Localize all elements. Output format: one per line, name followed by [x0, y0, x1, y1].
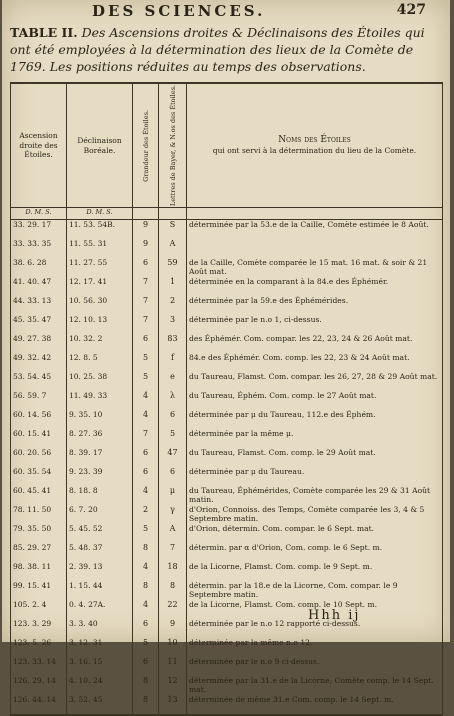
- noms-cell: déterminée par la 31.e de la Licorne, Comète comp. le 14 Sept. mat.: [187, 676, 443, 695]
- lettre-cell: γ: [159, 505, 187, 524]
- lettre-cell: 1: [159, 277, 187, 296]
- declinaison-cell: 1. 15. 44: [67, 581, 133, 600]
- lettre-cell: 13: [159, 695, 187, 715]
- declinaison-cell: 11. 27. 55: [67, 258, 133, 277]
- table-row: [11, 429, 443, 448]
- lettre-cell: 6: [159, 467, 187, 486]
- grandeur-cell: 8: [133, 676, 159, 695]
- ascension-cell: 126. 29. 14: [11, 676, 67, 695]
- noms-cell: déterminée de même 31.e Com. comp. le 14 Sept. m.: [187, 695, 443, 715]
- ascension-cell: 99. 15. 41: [11, 581, 67, 600]
- table-row: [11, 505, 443, 524]
- noms-cell: déterminée par μ du Taureau.: [187, 467, 443, 486]
- header-noms: [187, 83, 443, 208]
- ascension-cell: 123. 5. 26: [11, 638, 67, 657]
- table-row: [11, 239, 443, 258]
- noms-cell: déterminée par le n.o 12 rapporté ci-dessus.: [187, 619, 443, 638]
- header-ascension: Ascension droite des Étoiles.: [11, 83, 67, 208]
- table-row: [11, 581, 443, 600]
- declinaison-cell: 0. 4. 27A.: [67, 600, 133, 619]
- declinaison-cell: 11. 53. 54B.: [67, 220, 133, 240]
- declinaison-cell: 11. 49. 33: [67, 391, 133, 410]
- noms-cell: des Éphémér. Com. compar. les 22, 23, 24 & 26 Août mat.: [187, 334, 443, 353]
- declinaison-cell: 10. 32. 2: [67, 334, 133, 353]
- table-row: [11, 695, 443, 715]
- grandeur-cell: 4: [133, 600, 159, 619]
- units-empty-3: [187, 208, 443, 220]
- ascension-cell: 105. 2. 4: [11, 600, 67, 619]
- grandeur-cell: 6: [133, 657, 159, 676]
- lettre-cell: 7: [159, 543, 187, 562]
- ascension-cell: 60. 15. 41: [11, 429, 67, 448]
- signature-mark: Hhh ij: [308, 608, 361, 623]
- table-row: [11, 638, 443, 657]
- ascension-cell: 49. 27. 38: [11, 334, 67, 353]
- ascension-cell: 49. 32. 42: [11, 353, 67, 372]
- grandeur-cell: 4: [133, 486, 159, 505]
- lettre-cell: μ: [159, 486, 187, 505]
- table-row: [11, 277, 443, 296]
- ascension-cell: 85. 29. 27: [11, 543, 67, 562]
- grandeur-cell: 5: [133, 524, 159, 543]
- lettre-cell: 11: [159, 657, 187, 676]
- noms-cell: déterminée en la comparant à la 84.e des Éphémér.: [187, 277, 443, 296]
- units-empty-2: [159, 208, 187, 220]
- grandeur-cell: 4: [133, 391, 159, 410]
- grandeur-cell: 7: [133, 315, 159, 334]
- declinaison-cell: 12. 10. 13: [67, 315, 133, 334]
- ascension-cell: 44. 33. 13: [11, 296, 67, 315]
- declinaison-cell: 8. 18. 8: [67, 486, 133, 505]
- lettre-cell: 12: [159, 676, 187, 695]
- table-row: [11, 220, 443, 240]
- grandeur-cell: 7: [133, 429, 159, 448]
- declinaison-cell: 3. 12. 31: [67, 638, 133, 657]
- header-noms-title: Noms des Étoiles: [278, 135, 351, 146]
- header-lettres-cell: [159, 83, 187, 208]
- table-row: [11, 258, 443, 277]
- lettre-cell: 3: [159, 315, 187, 334]
- table-row: [11, 353, 443, 372]
- table-caption-text: Des Ascensions droites & Déclinaisons des Étoiles qui ont été employées à la détermination des lieux de la Comète de 1769. Les positions réduites au temps des observations.: [10, 25, 425, 74]
- lettre-cell: 18: [159, 562, 187, 581]
- header-noms-sub: qui ont servi à la détermination du lieu de la Comète.: [212, 145, 417, 155]
- lettre-cell: 9: [159, 619, 187, 638]
- units-asc: D. M. S.: [11, 208, 67, 220]
- ascension-cell: 33. 29. 17: [11, 220, 67, 240]
- declinaison-cell: 3. 52. 45: [67, 695, 133, 715]
- lettre-cell: 83: [159, 334, 187, 353]
- lettre-cell: S: [159, 220, 187, 240]
- lettre-cell: 2: [159, 296, 187, 315]
- lettre-cell: 10: [159, 638, 187, 657]
- table-row: [11, 410, 443, 429]
- grandeur-cell: 6: [133, 619, 159, 638]
- noms-cell: d'Orion, détermin. Com. compar. le 6 Sept. mat.: [187, 524, 443, 543]
- running-head: [2, 2, 450, 20]
- grandeur-cell: 8: [133, 581, 159, 600]
- running-title: DES SCIENCES.: [92, 2, 266, 20]
- declinaison-cell: 11. 55. 31: [67, 239, 133, 258]
- table-row: [11, 619, 443, 638]
- noms-cell: du Taureau, Éphémérides, Comète comparée les 29 & 31 Août matin.: [187, 486, 443, 505]
- grandeur-cell: 8: [133, 543, 159, 562]
- lettre-cell: 5: [159, 429, 187, 448]
- table-row: [11, 467, 443, 486]
- grandeur-cell: 6: [133, 334, 159, 353]
- grandeur-cell: 6: [133, 448, 159, 467]
- table-row: [11, 448, 443, 467]
- grandeur-cell: 5: [133, 372, 159, 391]
- ascension-cell: 60. 45. 41: [11, 486, 67, 505]
- header-declinaison: Déclinaison Boréale.: [67, 83, 133, 208]
- noms-cell: du Taureau, Flamst. Com. comp. le 29 Août mat.: [187, 448, 443, 467]
- noms-cell: 84.e des Éphémér. Com. comp. les 22, 23 & 24 Août mat.: [187, 353, 443, 372]
- grandeur-cell: 4: [133, 410, 159, 429]
- noms-cell: déterminée par la 53.e de la Caille, Comète estimée le 8 Août.: [187, 220, 443, 240]
- lettre-cell: 6: [159, 410, 187, 429]
- lettre-cell: 59: [159, 258, 187, 277]
- grandeur-cell: 5: [133, 638, 159, 657]
- ascension-cell: 123. 33. 14: [11, 657, 67, 676]
- noms-cell: déterminée par μ du Taureau, 112.e des Éphém.: [187, 410, 443, 429]
- noms-cell: de la Licorne, Flamst. Com. comp. le 10 Sept. m.: [187, 600, 443, 619]
- declinaison-cell: 4. 10. 24: [67, 676, 133, 695]
- grandeur-cell: 7: [133, 277, 159, 296]
- table-row: [11, 600, 443, 619]
- ascension-cell: 41. 40. 47: [11, 277, 67, 296]
- table-row: [11, 543, 443, 562]
- units-empty-1: [133, 208, 159, 220]
- lettre-cell: λ: [159, 391, 187, 410]
- declinaison-cell: 3. 16. 15: [67, 657, 133, 676]
- table-row: [11, 657, 443, 676]
- table-row: [11, 524, 443, 543]
- noms-cell: d'Orion, Connoiss. des Temps, Comète comparée les 3, 4 & 5 Septembre matin.: [187, 505, 443, 524]
- declinaison-cell: 12. 17. 41: [67, 277, 133, 296]
- noms-cell: déterminée par la 59.e des Éphémérides.: [187, 296, 443, 315]
- table-row: [11, 676, 443, 695]
- header-grandeur: Grandeur des Étoiles.: [141, 109, 150, 182]
- grandeur-cell: 7: [133, 296, 159, 315]
- declinaison-cell: 10. 25. 38: [67, 372, 133, 391]
- units-row: [11, 208, 443, 220]
- grandeur-cell: 6: [133, 258, 159, 277]
- ascension-cell: 126. 44. 14: [11, 695, 67, 715]
- table-caption: [10, 24, 440, 75]
- ascension-cell: 60. 35. 54: [11, 467, 67, 486]
- table-header-row: [11, 83, 443, 208]
- grandeur-cell: 2: [133, 505, 159, 524]
- declinaison-cell: 6. 7. 20: [67, 505, 133, 524]
- lettre-cell: 8: [159, 581, 187, 600]
- units-dec: D. M. S.: [67, 208, 133, 220]
- ascension-cell: 33. 33. 35: [11, 239, 67, 258]
- ascension-cell: 78. 11. 50: [11, 505, 67, 524]
- stars-table: [10, 82, 443, 716]
- noms-cell: du Taureau, Flamst. Com. compar. les 26, 27, 28 & 29 Août mat.: [187, 372, 443, 391]
- declinaison-cell: 9. 23. 39: [67, 467, 133, 486]
- ascension-cell: 53. 54. 45: [11, 372, 67, 391]
- ascension-cell: 56. 59. 7: [11, 391, 67, 410]
- table-row: [11, 372, 443, 391]
- lettre-cell: 47: [159, 448, 187, 467]
- grandeur-cell: 8: [133, 695, 159, 715]
- noms-cell: détermin. par α d'Orion, Com. comp. le 6 Sept. m.: [187, 543, 443, 562]
- noms-cell: de la Caille, Comète comparée le 15 mat. 16 mat. & soir & 21 Août mat.: [187, 258, 443, 277]
- ascension-cell: 60. 20. 56: [11, 448, 67, 467]
- ascension-cell: 98. 38. 11: [11, 562, 67, 581]
- declinaison-cell: 2. 39. 13: [67, 562, 133, 581]
- noms-cell: déterminée par la même μ.: [187, 429, 443, 448]
- table-label: TABLE II.: [10, 25, 78, 40]
- table-row: [11, 562, 443, 581]
- table-row: [11, 334, 443, 353]
- noms-cell: déterminée par le n.o 9 ci-dessus.: [187, 657, 443, 676]
- declinaison-cell: 8. 27. 36: [67, 429, 133, 448]
- declinaison-cell: 5. 45. 52: [67, 524, 133, 543]
- ascension-cell: 123. 3. 29: [11, 619, 67, 638]
- table-row: [11, 315, 443, 334]
- table-row: [11, 391, 443, 410]
- noms-cell: déterminée par le n.o 1, ci-dessus.: [187, 315, 443, 334]
- table-row: [11, 486, 443, 505]
- noms-cell: [187, 239, 443, 258]
- lettre-cell: 22: [159, 600, 187, 619]
- page-number: 427: [396, 2, 426, 18]
- ascension-cell: 38. 6. 28: [11, 258, 67, 277]
- grandeur-cell: 9: [133, 220, 159, 240]
- grandeur-cell: 9: [133, 239, 159, 258]
- header-grandeur-cell: [133, 83, 159, 208]
- declinaison-cell: 5. 48. 37: [67, 543, 133, 562]
- lettre-cell: f: [159, 353, 187, 372]
- declinaison-cell: 3. 3. 40: [67, 619, 133, 638]
- header-lettres: Lettres de Bayer, & N.os des Étoiles.: [168, 85, 177, 207]
- noms-cell: déterminée par la même n.o 12.: [187, 638, 443, 657]
- noms-cell: du Taureau, Éphém. Com. comp. le 27 Août mat.: [187, 391, 443, 410]
- table-row: [11, 296, 443, 315]
- noms-cell: de la Licorne, Flamst. Com. comp. le 9 Sept. m.: [187, 562, 443, 581]
- lettre-cell: A: [159, 524, 187, 543]
- ascension-cell: 45. 35. 47: [11, 315, 67, 334]
- declinaison-cell: 10. 56. 30: [67, 296, 133, 315]
- grandeur-cell: 6: [133, 467, 159, 486]
- declinaison-cell: 9. 35. 10: [67, 410, 133, 429]
- book-page: [2, 0, 450, 705]
- declinaison-cell: 8. 39. 17: [67, 448, 133, 467]
- ascension-cell: 79. 35. 50: [11, 524, 67, 543]
- lettre-cell: e: [159, 372, 187, 391]
- grandeur-cell: 4: [133, 562, 159, 581]
- noms-cell: détermin. par la 18.e de la Licorne, Com. compar. le 9 Septembre matin.: [187, 581, 443, 600]
- declinaison-cell: 12. 8. 5: [67, 353, 133, 372]
- grandeur-cell: 5: [133, 353, 159, 372]
- lettre-cell: A: [159, 239, 187, 258]
- ascension-cell: 60. 14. 56: [11, 410, 67, 429]
